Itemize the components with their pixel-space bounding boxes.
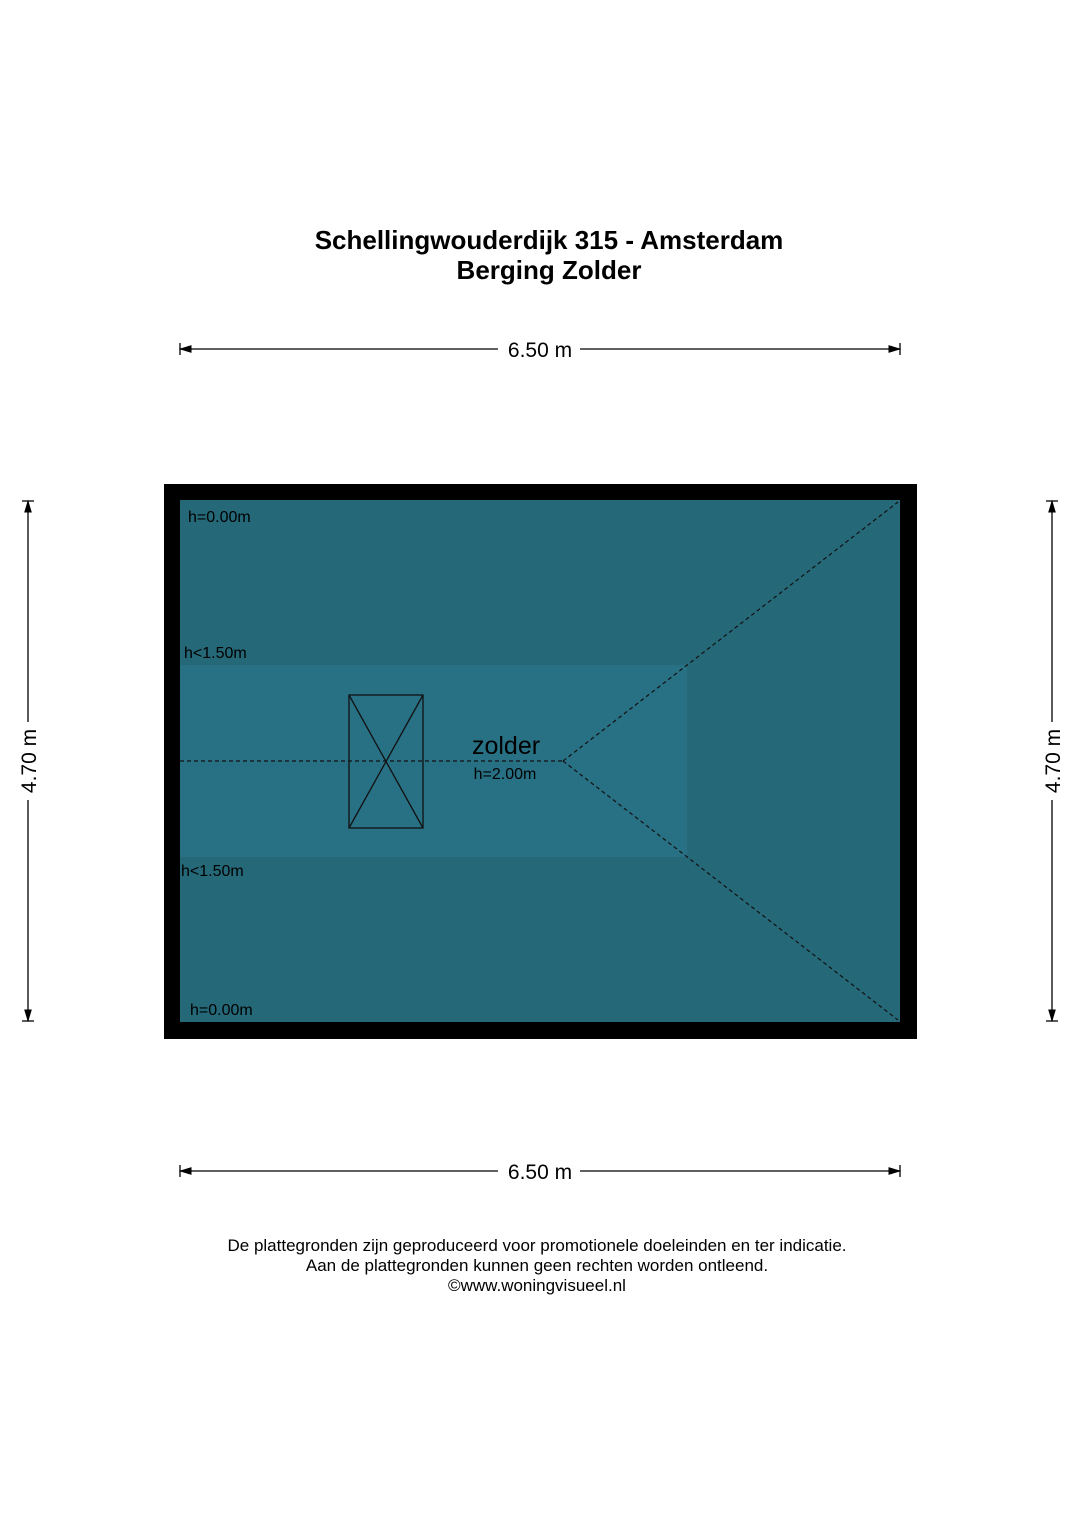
disclaimer-line-1: De plattegronden zijn geproduceerd voor promotionele doeleinden en ter indicatie. <box>227 1236 847 1255</box>
height-label-top-edge: h=0.00m <box>188 509 251 526</box>
page-subtitle: Berging Zolder <box>456 255 642 285</box>
left-dimension-line <box>18 501 41 1021</box>
right-dimension-label: 4.70 m <box>1042 728 1065 794</box>
top-dimension-line <box>180 339 900 362</box>
bottom-dimension-label: 6.50 m <box>507 1161 573 1184</box>
room-height: h=2.00m <box>473 766 537 783</box>
right-dimension-line <box>1042 501 1065 1021</box>
left-dimension-label: 4.70 m <box>18 728 41 794</box>
height-label-upper-limit: h<1.50m <box>184 645 247 662</box>
bottom-dimension-line <box>180 1161 900 1184</box>
top-dimension-label: 6.50 m <box>507 339 573 362</box>
room-name: zolder <box>471 732 541 760</box>
disclaimer-line-2: Aan de plattegronden kunnen geen rechten worden ontleend. <box>305 1256 769 1275</box>
page-title: Schellingwouderdijk 315 - Amsterdam <box>314 225 784 255</box>
copyright-line: ©www.woningvisueel.nl <box>448 1276 626 1295</box>
height-label-lower-limit: h<1.50m <box>181 863 244 880</box>
height-label-bottom-edge: h=0.00m <box>190 1002 253 1019</box>
